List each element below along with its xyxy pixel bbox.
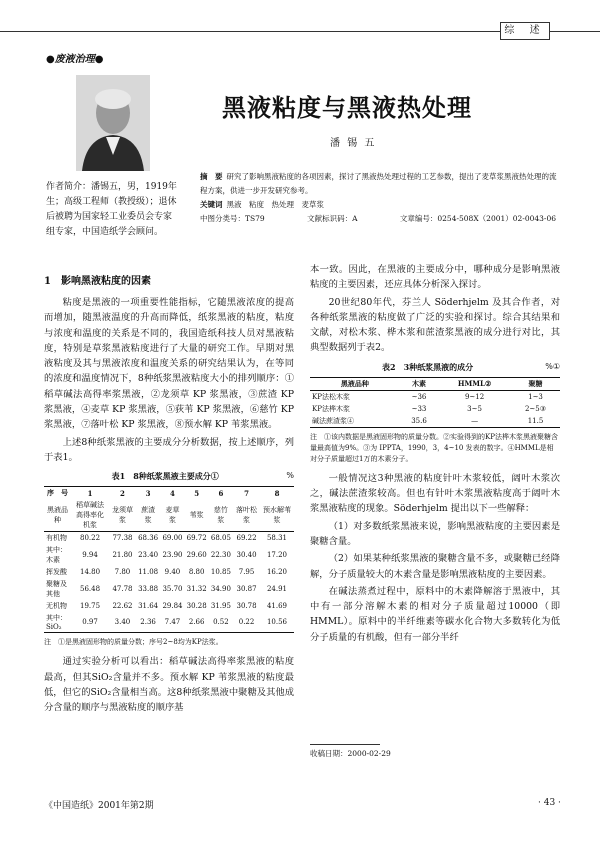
body-paragraph: 在碱法蒸煮过程中，原料中的木素降解溶于黑液中，其中有一部分溶解木素的相对分子质量超过10000（即 HMML）。原料中的半纤维素等碳水化合物大多数转化为低分子质量的有机酸，但有一部分半纤 — [310, 585, 560, 643]
received-date: 收稿日期：2000-02-29 — [310, 749, 391, 758]
table-row — [44, 600, 294, 612]
table1 — [44, 486, 294, 633]
table1-row-label: 有机物 — [46, 534, 67, 543]
body-paragraph: 粘度是黑液的一项重要性能指标，它随黑液浓度的提高而增加，随黑液温度的升高而降低，纸浆黑液的粘度，粘度与浓度和温度的关系是不同的，我国造纸科技人员对黑液粘度，特别是草浆黑液粘度进行了大量的研究工作。早期对黑液粘度及其与黑液浓度和温度关系的研究结果认为，在等同的浓度和温度情况下，8种纸浆黑液粘度大小的排列顺序：①稻草碱法高得率浆黑液，②龙须草 KP 浆黑液，③蔗渣 KP 浆黑液，④麦草 KP 浆黑液，⑤荻苇 KP 浆黑液，⑥慈竹 KP 浆黑液，⑦落叶松 KP 浆黑液，⑧预水解 KP 苇浆黑液。 — [44, 297, 294, 431]
author-name: 潘 锡 五 — [330, 138, 377, 149]
table-row — [44, 578, 294, 600]
table1-cell: 9.40 — [164, 568, 181, 577]
table1-cell: 2.36 — [136, 612, 160, 633]
table1-note: 注 ①是黑液固形物的质量分数；序号2~8均为KP法浆。 — [44, 638, 223, 647]
body-paragraph: 本一致。因此，在黑液的主要成分中，哪种成分是影响黑液粘度的主要因素，还应具体分析深入探讨。 — [310, 264, 560, 291]
table2-cell: — — [438, 415, 511, 428]
table1-col-name: 预水解苇浆 — [260, 499, 294, 532]
article-title: 黑液粘度与黑液热处理 — [222, 94, 472, 122]
table1-cell: 22.62 — [112, 602, 133, 611]
table1-col-num: 5 — [185, 487, 209, 500]
table-row — [44, 612, 294, 633]
doc-label: 文献标识码： — [307, 214, 353, 223]
table1-cell: 19.75 — [80, 602, 101, 611]
table1-cell: 35.70 — [162, 585, 183, 594]
table1-cell: 30.87 — [236, 585, 257, 594]
table1-cell: 21.80 — [112, 551, 133, 560]
table1-cell: 30.40 — [236, 551, 257, 560]
table1-row-label: 其中：SiO₂ — [44, 612, 71, 633]
table1-cell: 56.48 — [80, 585, 101, 594]
table1-cell: 29.60 — [186, 551, 207, 560]
table1-col-name: 蔗渣浆 — [136, 499, 160, 532]
table1-cell: 17.20 — [266, 551, 288, 560]
body-paragraph: 上述8种纸浆黑液的主要成分分析数据，按上述顺序，列于表1。 — [44, 436, 294, 463]
table2-header: 聚糖 — [511, 377, 560, 390]
body-paragraph: （1）对多数纸浆黑液来说，影响黑液粘度的主要因素是聚糖含量。 — [310, 520, 560, 547]
table-row — [44, 544, 294, 566]
table1-cell: 47.78 — [112, 585, 133, 594]
table1-cell: 68.36 — [138, 534, 159, 543]
table1-col-num: 3 — [136, 487, 160, 500]
table2-header: 黑液品种 — [310, 377, 400, 390]
keywords: 黑液 粘度 热处理 麦草浆 — [226, 200, 324, 209]
table1-row-label: 无机物 — [46, 602, 67, 611]
table1-cell: 10.56 — [260, 612, 294, 633]
table2 — [310, 377, 560, 428]
table1-row-label: 挥发酸 — [46, 568, 67, 577]
table1-col-label: 序 号 — [44, 487, 71, 500]
table2-note: 注 ①该内数据是黑液固形物的质量分数。②实验得到的KP法桦木浆黑液聚糖含量最高值为9%。③为 IPPTA，1990，3，4~10 发表的数字。④HMML是相对分子质量超过1万的木素分子。 — [310, 432, 558, 463]
table1-cell: 7.95 — [238, 568, 255, 577]
table1-row-label: 聚糖及其他 — [46, 580, 67, 599]
table1-col-name: 落叶松浆 — [233, 499, 260, 532]
article-value: 0254-508X（2001）02-0043-06 — [437, 214, 556, 223]
table1-col-num: 8 — [260, 487, 294, 500]
table1-col-num: 6 — [209, 487, 233, 500]
clc-label: 中图分类号： — [200, 214, 245, 223]
footer-journal: 《中国造纸》2001年第2期 — [44, 801, 154, 811]
table2-row-label: KP法松木浆 — [312, 392, 350, 401]
table1-col-name: 麦草浆 — [160, 499, 184, 532]
table2-unit: %① — [545, 361, 560, 371]
abstract-text: 研究了影响黑液粘度的各项因素，探讨了黑液热处理过程的工艺参数，提出了麦草浆黑液热处理的流程方案，供进一步开发研究参考。 — [200, 172, 557, 195]
section-label: 综 述 — [500, 22, 550, 40]
table2-row-label: 碱法蔗渣浆④ — [310, 415, 400, 428]
received-rule — [310, 744, 380, 745]
table1-unit: % — [286, 471, 294, 481]
left-column — [44, 272, 294, 717]
table-row — [44, 566, 294, 578]
table-row — [44, 532, 294, 545]
table1-row-label: 其中：木素 — [46, 546, 67, 565]
table1-col-num: 4 — [160, 487, 184, 500]
page-number: · 43 · — [538, 798, 561, 808]
table1-cell: 69.72 — [186, 534, 207, 543]
table-row — [310, 415, 560, 428]
table2-cell: 1~3 — [528, 392, 543, 401]
table2-row-label: KP法桦木浆 — [312, 404, 350, 413]
table2-cell: 35.6 — [400, 415, 438, 428]
table1-cell: 7.47 — [160, 612, 184, 633]
table1-col-num: 7 — [233, 487, 260, 500]
abstract-label: 摘 要 — [200, 172, 223, 181]
table1-col-name: 龙须草浆 — [109, 499, 136, 532]
table1-cell: 23.40 — [138, 551, 159, 560]
table1-cell: 14.80 — [80, 568, 101, 577]
table1-cell: 30.78 — [236, 602, 257, 611]
keywords-label: 关键词 — [200, 200, 223, 209]
table1-cell: 58.31 — [266, 534, 288, 543]
table1-cell: 7.80 — [114, 568, 131, 577]
table1-cell: 0.52 — [209, 612, 233, 633]
abstract — [200, 170, 560, 198]
body-paragraph: （2）如果某种纸浆黑液的聚糖含量不多，或聚糖已经降解，分子质量较大的木素含量是影响黑液粘度的主要因素。 — [310, 553, 560, 580]
table1-title: 表1 8种纸浆黑液主要成分① % — [111, 471, 294, 482]
table1-cell: 30.28 — [186, 602, 207, 611]
table1-cell: 8.80 — [188, 568, 205, 577]
table1-col-num: 2 — [109, 487, 136, 500]
author-portrait-image — [76, 75, 150, 171]
right-column — [310, 262, 560, 647]
table2-cell: ~33 — [411, 404, 427, 413]
table1-cell: 10.85 — [210, 568, 231, 577]
table1-cell: 31.32 — [186, 585, 207, 594]
table1-cell: 69.00 — [162, 534, 183, 543]
table1-cell: 31.64 — [138, 602, 159, 611]
table1-cell: 31.95 — [210, 602, 231, 611]
section-heading: 1 影响黑液粘度的因素 — [44, 276, 151, 287]
table2-header: 木素 — [400, 377, 438, 390]
table1-cell: 9.94 — [82, 551, 98, 560]
table1-cell: 11.08 — [138, 568, 159, 577]
body-paragraph: 一般情况这3种黑液的粘度针叶木浆较低，阔叶木浆次之，碱法蔗渣浆较高。但也有针叶木浆黑液粘度高于阔叶木浆黑液粘度的现象。Söderhjelm 提出以下一些解释： — [310, 472, 560, 515]
table1-cell: 24.91 — [266, 585, 288, 594]
author-bio: 作者简介：潘锡五，男，1919年生；高级工程师（教授级）；退休后被聘为国家轻工业委员会专家组专家，中国造纸学会顾问。 — [46, 182, 177, 237]
table1-cell: 3.40 — [109, 612, 136, 633]
table2-cell: 11.5 — [511, 415, 560, 428]
table1-cell: 2.66 — [185, 612, 209, 633]
table1-cell: 16.20 — [266, 568, 288, 577]
table1-col-num: 1 — [71, 487, 109, 500]
table2-title: 表2 3种纸浆黑液的成分 %① — [382, 361, 560, 372]
table1-cell: 29.84 — [162, 602, 183, 611]
table2-cell: ~36 — [411, 392, 427, 401]
table-row — [310, 390, 560, 403]
table2-cell: 3~5 — [467, 404, 482, 413]
doc-value: A — [352, 214, 358, 223]
table1-col-name: 慈竹浆 — [209, 499, 233, 532]
classification-row — [200, 213, 560, 224]
table1-cell: 69.22 — [236, 534, 257, 543]
clc-value: TS79 — [245, 214, 265, 223]
table-row — [310, 403, 560, 415]
table2-header: HMML② — [438, 377, 511, 390]
author-photo — [76, 75, 150, 171]
table1-cell: 68.05 — [210, 534, 231, 543]
table1-cell: 33.88 — [138, 585, 159, 594]
table1-cell: 0.22 — [233, 612, 260, 633]
article-label: 文章编号： — [399, 214, 438, 223]
keywords-row — [200, 199, 324, 210]
table2-cell: 2~5③ — [524, 404, 547, 413]
table1-col-name: 稻草碱法高得率化机浆 — [71, 499, 109, 532]
table2-cell: 9~12 — [464, 392, 485, 401]
body-paragraph: 通过实验分析可以看出：稻草碱法高得率浆黑液的粘度最高，但其SiO₂含量并不多。预水解 KP 苇浆黑液的粘度最低，但它的SiO₂含量相当高。这8种纸浆黑液中聚糖及其他成分含量的顺序与黑液粘度的顺序基 — [44, 656, 294, 714]
table1-cell: 22.30 — [210, 551, 231, 560]
table1-row-header: 黑液品种 — [44, 499, 71, 532]
body-paragraph: 20世纪80年代，芬兰人 Söderhjelm 及其合作者，对各种纸浆黑液的粘度做了广泛的实验和探讨。综合其结果和文献，对松木浆、桦木浆和蔗渣浆黑液的成分进行对比，其典型数据列于表2。 — [310, 296, 560, 354]
table1-cell: 23.90 — [162, 551, 183, 560]
table1-cell: 77.38 — [112, 534, 133, 543]
table1-cell: 41.69 — [266, 602, 288, 611]
table1-cell: 80.22 — [80, 534, 101, 543]
column-tag: ●废液治理● — [46, 54, 104, 65]
table1-cell: 0.97 — [71, 612, 109, 633]
table1-col-name: 苇浆 — [185, 499, 209, 532]
table1-cell: 34.90 — [210, 585, 231, 594]
